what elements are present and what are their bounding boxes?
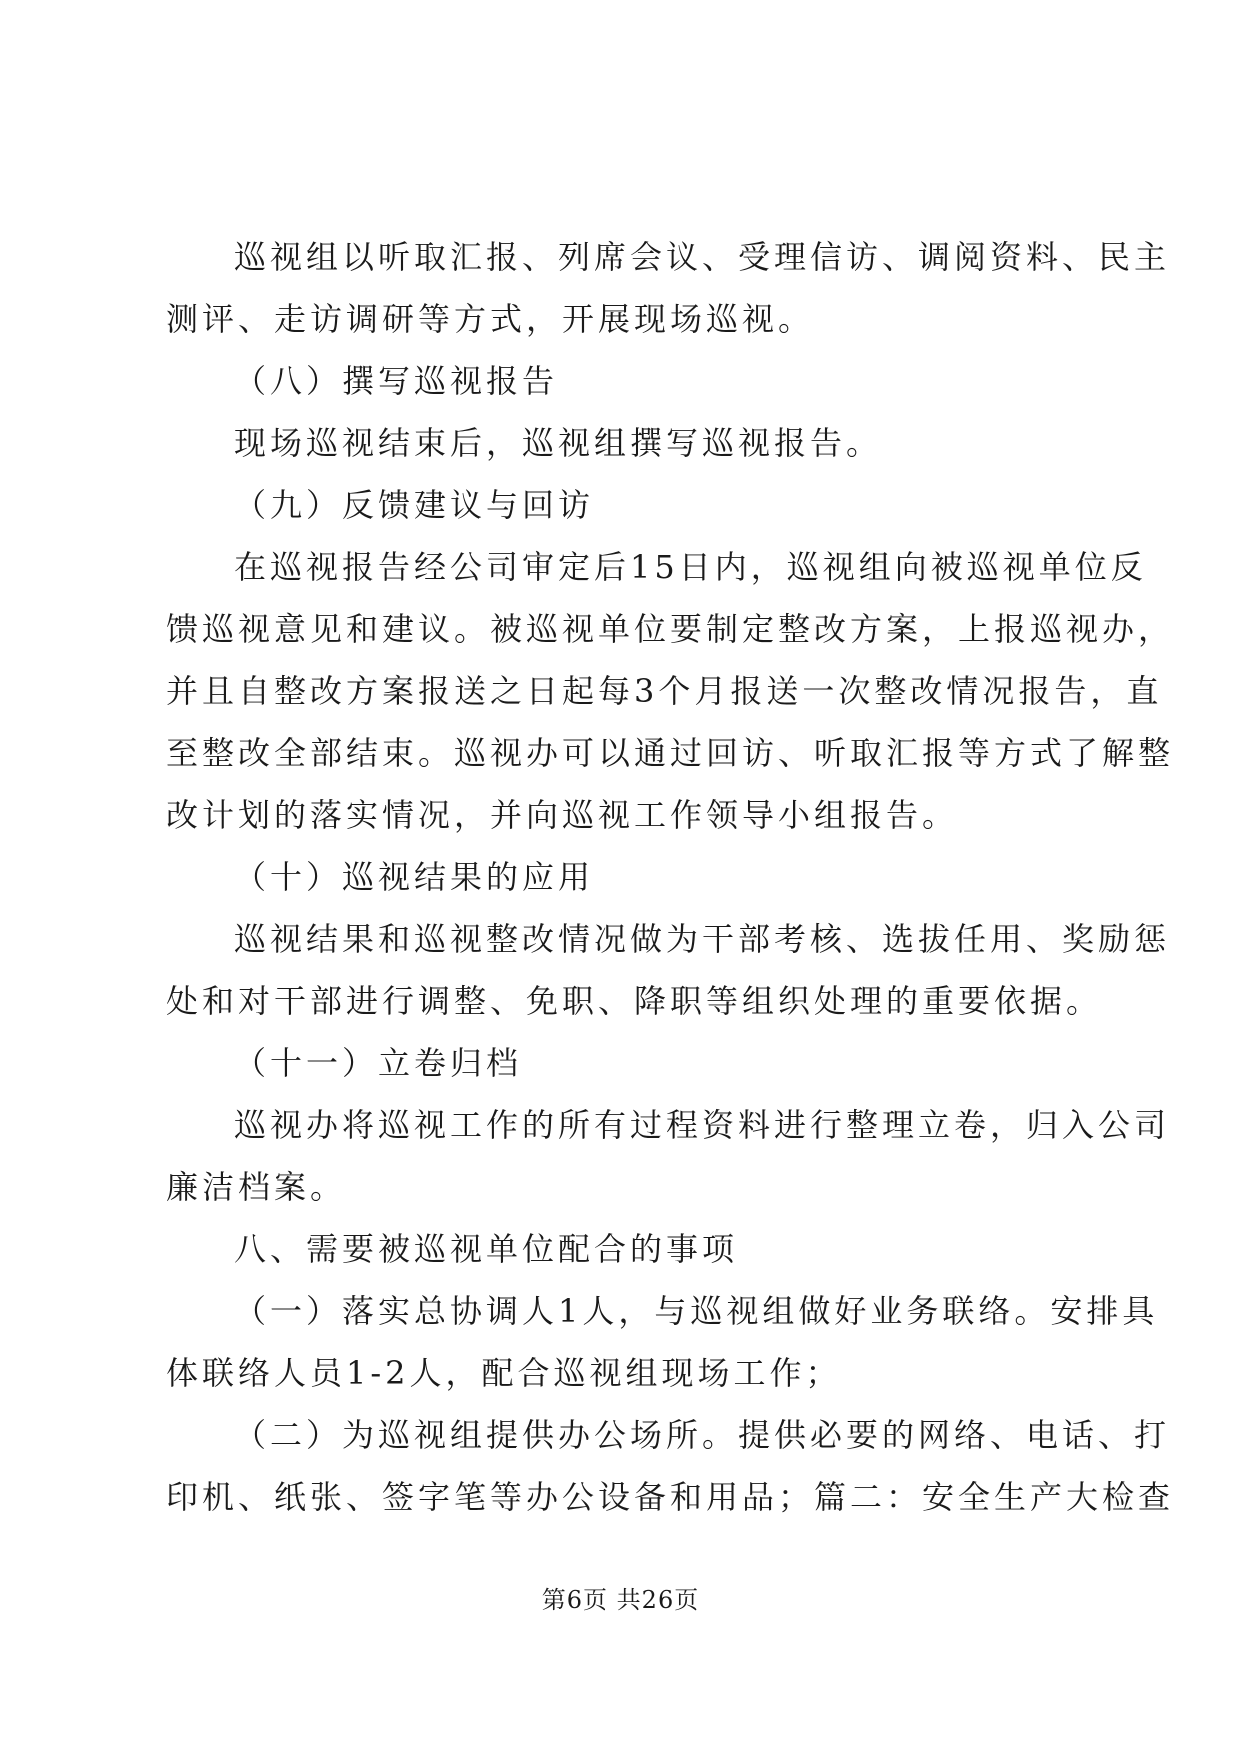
paragraph-line: 处和对干部进行调整、免职、降职等组织处理的重要依据。: [166, 982, 1103, 1020]
paragraph-line: 测评、走访调研等方式，开展现场巡视。: [166, 300, 815, 338]
document-body: [166, 226, 1175, 1528]
paragraph-line: 廉洁档案。: [166, 1168, 347, 1206]
paragraph-line: 现场巡视结束后，巡视组撰写巡视报告。: [234, 424, 883, 462]
paragraph-line: （二）为巡视组提供办公场所。提供必要的网络、电话、打: [234, 1416, 1171, 1454]
paragraph-line: 体联络人员1-2人，配合巡视组现场工作；: [166, 1354, 842, 1392]
page-footer: 第6页 共26页: [541, 1586, 700, 1614]
paragraph-line: 八、需要被巡视单位配合的事项: [234, 1230, 739, 1268]
paragraph-line: 至整改全部结束。巡视办可以通过回访、听取汇报等方式了解整: [166, 734, 1175, 772]
paragraph-line: （八）撰写巡视报告: [234, 362, 559, 400]
paragraph-line: （一）落实总协调人1人，与巡视组做好业务联络。安排具: [234, 1292, 1159, 1330]
paragraph-line: （十一）立卷归档: [234, 1044, 523, 1082]
paragraph-line: 巡视组以听取汇报、列席会议、受理信访、调阅资料、民主: [234, 238, 1171, 276]
paragraph-line: 馈巡视意见和建议。被巡视单位要制定整改方案，上报巡视办，: [166, 610, 1175, 648]
paragraph-line: 在巡视报告经公司审定后15日内，巡视组向被巡视单位反: [234, 548, 1147, 586]
paragraph-line: 巡视结果和巡视整改情况做为干部考核、选拔任用、奖励惩: [234, 920, 1171, 958]
paragraph-line: （十）巡视结果的应用: [234, 858, 595, 896]
paragraph-line: 巡视办将巡视工作的所有过程资料进行整理立卷，归入公司: [234, 1106, 1171, 1144]
paragraph-line: 改计划的落实情况，并向巡视工作领导小组报告。: [166, 796, 959, 834]
paragraph-line: 印机、纸张、签字笔等办公设备和用品；篇二：安全生产大检查: [166, 1478, 1175, 1516]
paragraph-line: 并且自整改方案报送之日起每3个月报送一次整改情况报告，直: [166, 672, 1163, 710]
paragraph-line: （九）反馈建议与回访: [234, 486, 595, 524]
